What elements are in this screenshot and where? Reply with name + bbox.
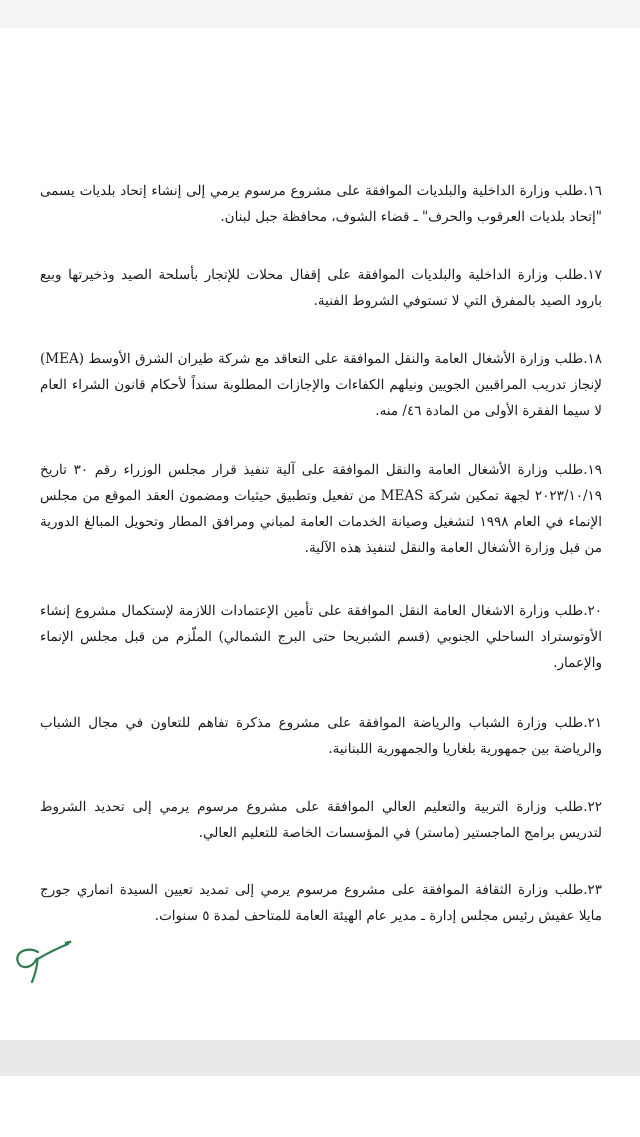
item-number: ١٨ bbox=[587, 351, 602, 367]
agenda-item-23: ٢٣.طلب وزارة الثقافة الموافقة على مشروع مرسوم يرمي إلى تمديد تعيين السيدة انماري جورج مايلا عفيش رئيس مجلس إدارة ـ مدير عام الهيئة العامة للمتاحف لمدة ٥ سنوات. bbox=[40, 882, 602, 924]
agenda-item-19: ١٩.طلب وزارة الأشغال العامة والنقل الموافقة على آلية تنفيذ قرار مجلس الوزراء رقم ٣٠ تاريخ ٢٠٢٣/١٠/١٩ لجهة تمكين شركة MEAS من تفعيل وتطبيق حيثيات ومضمون العقد الموقع من مجلس الإنماء في العام ١٩٩٨ لتشغيل وصيانة الخدمات العامة لمباني ومرافق المطار وتحويل المبالغ الدورية من قبل وزارة الأشغال العامة والنقل لتنفيذ هذه الآلية. bbox=[40, 462, 602, 556]
agenda-item-18: ١٨.طلب وزارة الأشغال العامة والنقل الموافقة على التعاقد مع شركة طيران الشرق الأوسط (MEA) لإنجاز تدريب المراقبين الجويين ونيلهم الكفاءات والإجازات المطلوبة سنداً لأحكام قانون الشراء العام لا سيما الفقرة الأولى من المادة ٤٦/ منه. bbox=[40, 351, 602, 419]
page-gap bbox=[0, 1040, 640, 1076]
item-text: طلب وزارة الشباب والرياضة الموافقة على مشروع مذكرة تفاهم للتعاون في مجال الشباب والرياضة بين جمهورية بلغاريا والجمهورية اللبنانية. bbox=[40, 715, 602, 757]
item-number: ٢٠ bbox=[587, 603, 602, 619]
handwritten-signature bbox=[8, 930, 78, 990]
next-page-edge bbox=[0, 1076, 640, 1137]
agenda-item-16: ١٦.طلب وزارة الداخلية والبلديات الموافقة على مشروع مرسوم يرمي إلى إنشاء إتحاد بلديات يسمى "إتحاد بلديات العرقوب والحرف" ـ قضاء الشوف، محافظة جبل لبنان. bbox=[40, 183, 602, 225]
item-text: طلب وزارة الاشغال العامة النقل الموافقة على تأمين الإعتمادات اللازمة لإستكمال مشروع إنشاء الأوتوستراد الساحلي الجنوبي (قسم الشبريحا حتى البرج الشمالي) الملّزم من قبل مجلس الإنماء والإعمار. bbox=[40, 603, 602, 671]
item-number: ١٩ bbox=[587, 462, 602, 478]
top-margin bbox=[0, 0, 640, 28]
item-number: ٢٢ bbox=[587, 799, 602, 815]
agenda-item-20: ٢٠.طلب وزارة الاشغال العامة النقل الموافقة على تأمين الإعتمادات اللازمة لإستكمال مشروع إنشاء الأوتوستراد الساحلي الجنوبي (قسم الشبريحا حتى البرج الشمالي) الملّزم من قبل مجلس الإنماء والإعمار. bbox=[40, 603, 602, 671]
item-number: ٢١ bbox=[587, 715, 602, 731]
item-text: طلب وزارة الأشغال العامة والنقل الموافقة على آلية تنفيذ قرار مجلس الوزراء رقم ٣٠ تاريخ ٢٠٢٣/١٠/١٩ لجهة تمكين شركة MEAS من تفعيل وتطبيق حيثيات ومضمون العقد الموقع من مجلس الإنماء في العام ١٩٩٨ لتشغيل وصيانة الخدمات العامة لمباني ومرافق المطار وتحويل المبالغ الدورية من قبل وزارة الأشغال العامة والنقل لتنفيذ هذه الآلية. bbox=[40, 462, 602, 556]
item-number: ٢٣ bbox=[587, 882, 602, 898]
item-number: ١٧ bbox=[587, 267, 602, 283]
agenda-item-17: ١٧.طلب وزارة الداخلية والبلديات الموافقة على إقفال محلات للإتجار بأسلحة الصيد وذخيرتها وبيع بارود الصيد بالمفرق التي لا تستوفي الشروط الفنية. bbox=[40, 267, 602, 309]
item-text: طلب وزارة الداخلية والبلديات الموافقة على مشروع مرسوم يرمي إلى إنشاء إتحاد بلديات يسمى "إتحاد بلديات العرقوب والحرف" ـ قضاء الشوف، محافظة جبل لبنان. bbox=[40, 183, 602, 225]
item-text: طلب وزارة الداخلية والبلديات الموافقة على إقفال محلات للإتجار بأسلحة الصيد وذخيرتها وبيع بارود الصيد بالمفرق التي لا تستوفي الشروط الفنية. bbox=[40, 267, 602, 309]
agenda-item-22: ٢٢.طلب وزارة التربية والتعليم العالي الموافقة على مشروع مرسوم يرمي إلى تحديد الشروط لتدريس برامج الماجستير (ماستر) في المؤسسات الخاصة للتعليم العالي. bbox=[40, 799, 602, 841]
item-text: طلب وزارة التربية والتعليم العالي الموافقة على مشروع مرسوم يرمي إلى تحديد الشروط لتدريس برامج الماجستير (ماستر) في المؤسسات الخاصة للتعليم العالي. bbox=[40, 799, 602, 841]
item-text: طلب وزارة الأشغال العامة والنقل الموافقة على التعاقد مع شركة طيران الشرق الأوسط (MEA) لإنجاز تدريب المراقبين الجويين ونيلهم الكفاءات والإجازات المطلوبة سنداً لأحكام قانون الشراء العام لا سيما الفقرة الأولى من المادة ٤٦/ منه. bbox=[40, 351, 602, 419]
item-number: ١٦ bbox=[587, 183, 602, 199]
item-text: طلب وزارة الثقافة الموافقة على مشروع مرسوم يرمي إلى تمديد تعيين السيدة انماري جورج مايلا عفيش رئيس مجلس إدارة ـ مدير عام الهيئة العامة للمتاحف لمدة ٥ سنوات. bbox=[40, 882, 602, 924]
agenda-item-21: ٢١.طلب وزارة الشباب والرياضة الموافقة على مشروع مذكرة تفاهم للتعاون في مجال الشباب والرياضة بين جمهورية بلغاريا والجمهورية اللبنانية. bbox=[40, 715, 602, 757]
